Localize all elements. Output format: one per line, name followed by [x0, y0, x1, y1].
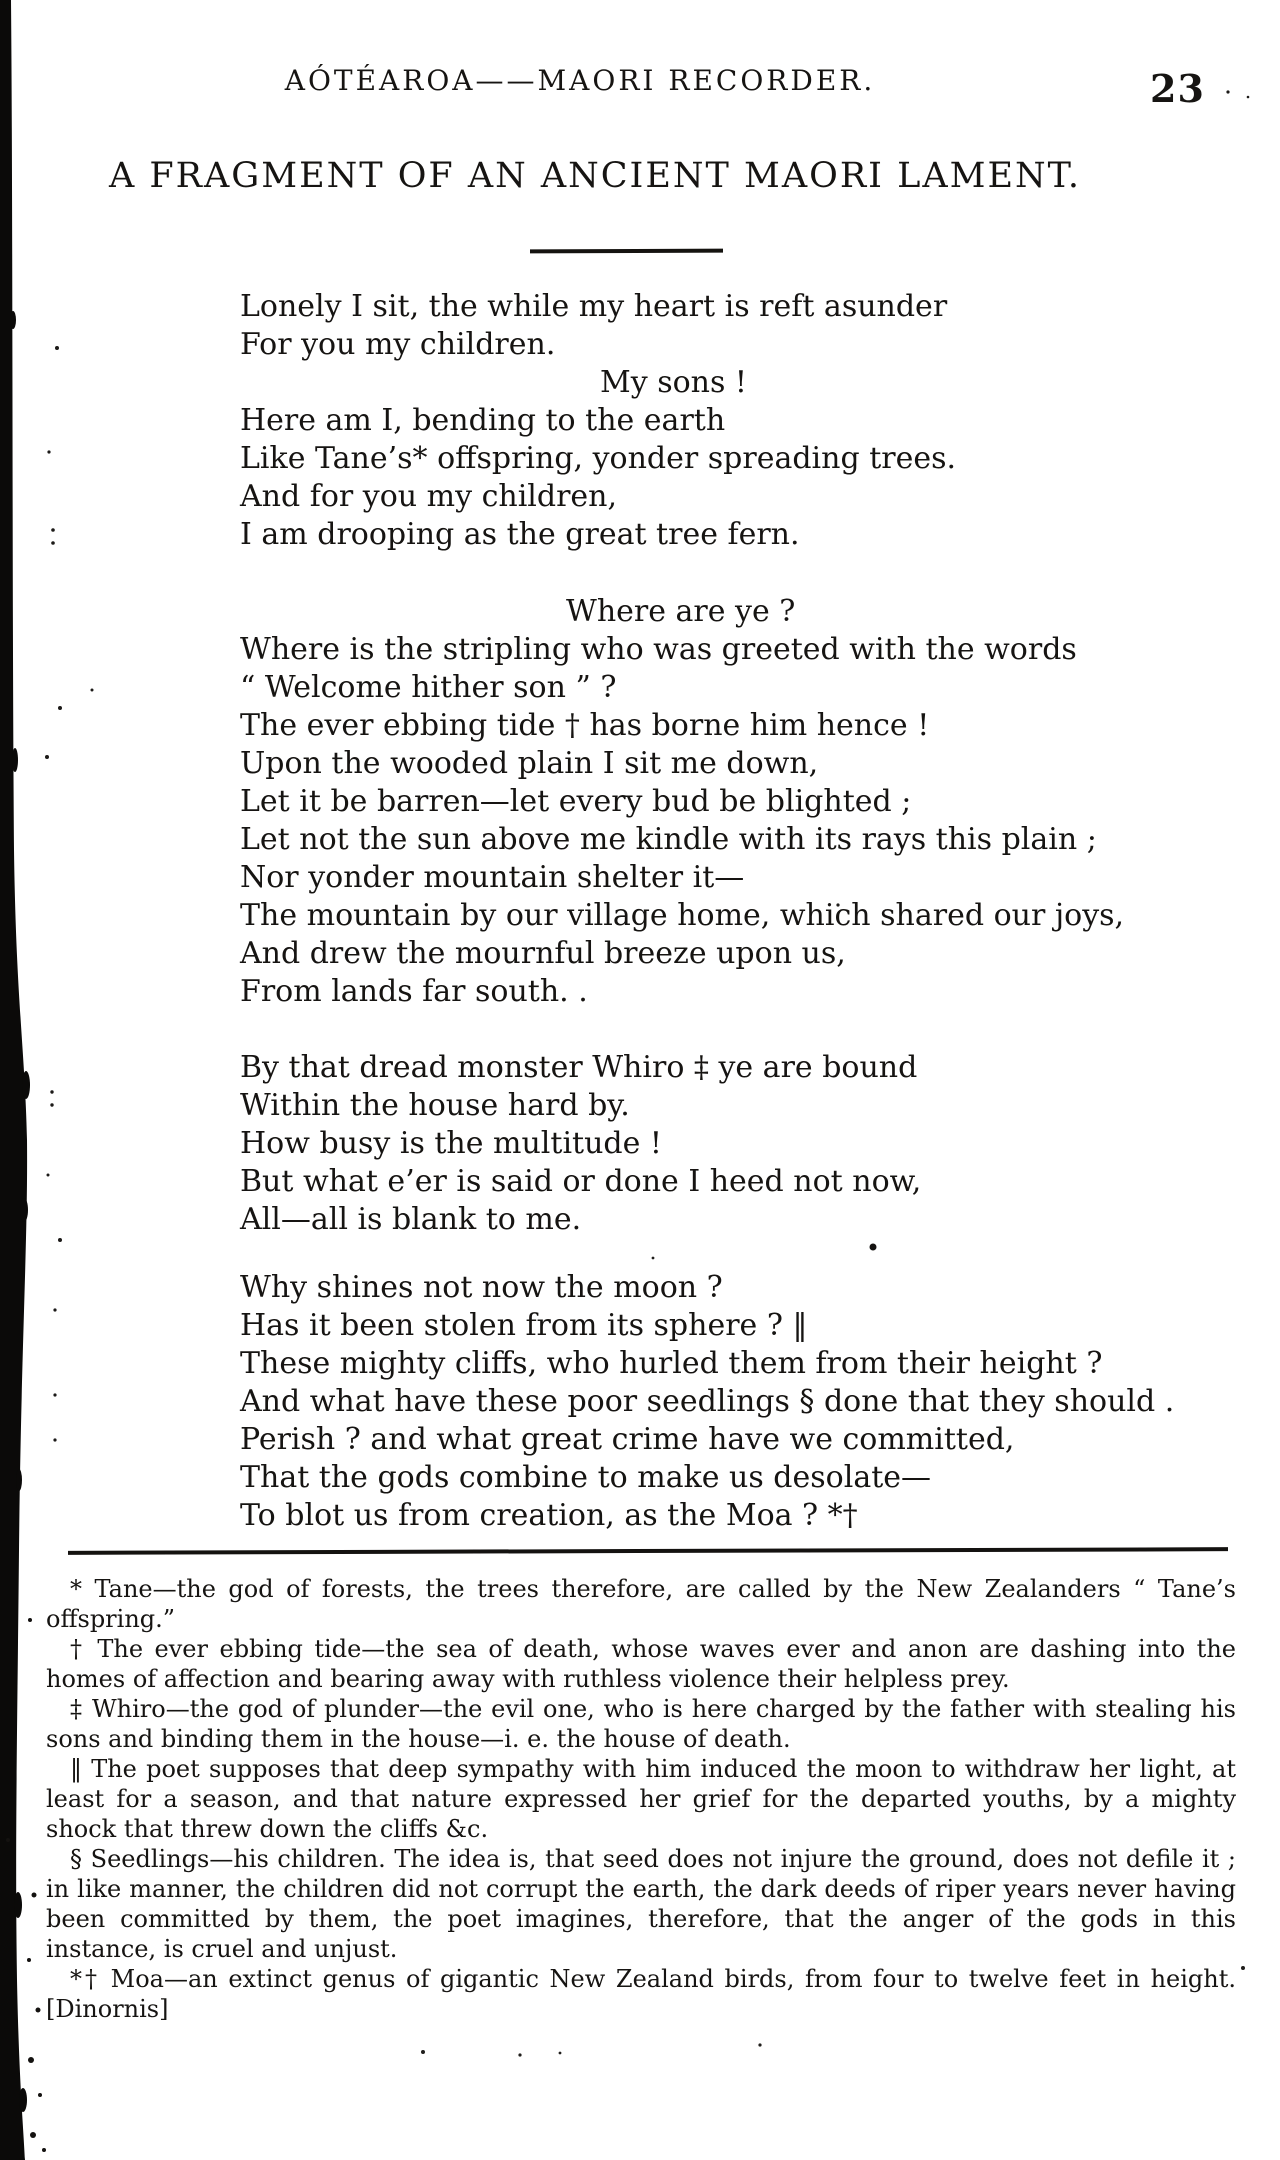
poem-stanza-3: [240, 1049, 1180, 1239]
footnote-ebbing-tide: † The ever ebbing tide—the sea of death, whose waves ever and anon are dashing into the homes of affection and bearing away with ruthless violence their helpless prey.: [46, 1635, 1236, 1693]
poem-line: How busy is the multitude !: [240, 1126, 662, 1161]
footnote-moa: *† Moa—an extinct genus of gigantic New Zealand birds, from four to twelve feet in height. [Dinornis]: [46, 1965, 1236, 2023]
poem-stanza-1: [240, 288, 1180, 554]
poem-line: All—all is blank to me.: [240, 1202, 582, 1237]
footnote-tane: * Tane—the god of forests, the trees therefore, are called by the New Zealanders “ Tane’s offspring.”: [46, 1575, 1236, 1633]
poem-line: Lonely I sit, the while my heart is reft asunder: [240, 289, 948, 324]
poem-line: Upon the wooded plain I sit me down,: [240, 746, 819, 781]
poem-line: Has it been stolen from its sphere ? ‖: [240, 1308, 808, 1343]
footnotes: [46, 1574, 1236, 2024]
poem-line: Here am I, bending to the earth: [240, 403, 726, 438]
poem-line: And what have these poor seedlings § done that they should .: [240, 1384, 1175, 1419]
title-divider-rule: [530, 249, 723, 254]
poem-line: Let not the sun above me kindle with its rays this plain ;: [240, 822, 1097, 857]
poem-line: The ever ebbing tide † has borne him hence !: [240, 708, 930, 743]
poem-line: Where is the stripling who was greeted with the words: [240, 632, 1077, 667]
article-title: A FRAGMENT OF AN ANCIENT MAORI LAMENT.: [108, 156, 1081, 196]
footnote-moon: ‖ The poet supposes that deep sympathy with him induced the moon to withdraw her light, at least for a season, and that nature expressed her grief for the departed youths, by a mighty shock that threw down the cliffs &c.: [46, 1755, 1236, 1843]
poem-line: For you my children.: [240, 327, 556, 362]
poem-line: Like Tane’s* offspring, yonder spreading trees.: [240, 441, 957, 476]
poem-line: And drew the mournful breeze upon us,: [240, 936, 846, 971]
poem-stanza-2: [240, 593, 1180, 1011]
poem-line: The mountain by our village home, which shared our joys,: [240, 898, 1125, 933]
poem-line: And for you my children,: [240, 479, 618, 514]
footnote-seedlings: § Seedlings—his children. The idea is, that seed does not injure the ground, does not defile it ; in like manner, the children did not corrupt the earth, the dark deeds of riper years never having been committed by them, the poet imagines, therefore, that the anger of the gods in this instance, is cruel and unjust.: [46, 1845, 1236, 1963]
page-number: 23: [1150, 66, 1205, 111]
poem-line: Nor yonder mountain shelter it—: [240, 860, 745, 895]
poem-line: Let it be barren—let every bud be blighted ;: [240, 784, 912, 819]
poem-line: I am drooping as the great tree fern.: [240, 517, 800, 552]
poem: [240, 288, 1180, 1535]
poem-line: But what e’er is said or done I heed not now,: [240, 1164, 922, 1199]
poem-stanza-4: [240, 1269, 1180, 1535]
poem-line: Perish ? and what great crime have we committed,: [240, 1422, 1015, 1457]
running-head: AÓTÉAROA——MAORI RECORDER.: [284, 64, 876, 97]
poem-line: These mighty cliffs, who hurled them from their height ?: [240, 1346, 1103, 1381]
poem-line: Where are ye ?: [566, 594, 796, 629]
poem-line: By that dread monster Whiro ‡ ye are bound: [240, 1050, 918, 1085]
poem-line: Why shines not now the moon ?: [240, 1270, 723, 1305]
poem-line: Within the house hard by.: [240, 1088, 630, 1123]
footnote-whiro: ‡ Whiro—the god of plunder—the evil one, who is here charged by the father with stealing his sons and binding them in the house—i. e. the house of death.: [46, 1695, 1236, 1753]
poem-line: My sons !: [600, 365, 747, 400]
poem-line: From lands far south. .: [240, 974, 588, 1009]
poem-line: That the gods combine to make us desolate—: [240, 1460, 932, 1495]
poem-line: To blot us from creation, as the Moa ? *†: [240, 1498, 858, 1533]
poem-line: “ Welcome hither son ” ?: [240, 670, 617, 705]
